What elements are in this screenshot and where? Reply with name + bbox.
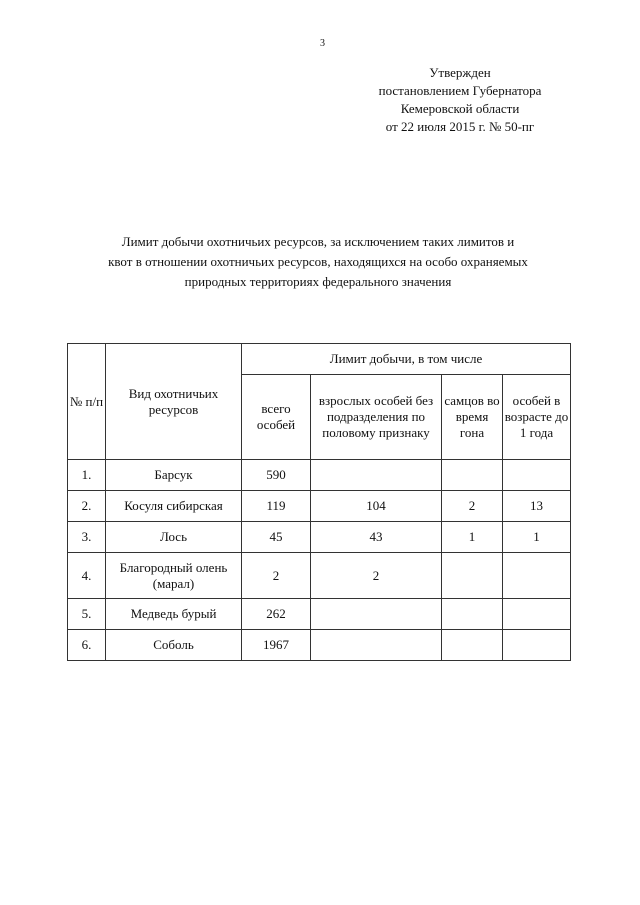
title-line-3: природных территориях федерального значения <box>184 274 452 289</box>
approval-line-1: Утвержден <box>429 65 491 80</box>
cell-males: 1 <box>442 522 503 553</box>
table-row <box>68 630 571 661</box>
cell-males <box>442 553 503 599</box>
cell-males <box>442 460 503 491</box>
header-adults: взрослых особей без подразделения по половому признаку <box>311 375 442 460</box>
table-row <box>68 553 571 599</box>
header-total: всего особей <box>242 375 311 460</box>
cell-num: 1. <box>68 460 106 491</box>
cell-males: 2 <box>442 491 503 522</box>
cell-young <box>503 599 571 630</box>
cell-species: Барсук <box>106 460 242 491</box>
limits-table <box>67 343 571 661</box>
table-row <box>68 599 571 630</box>
page-number: 3 <box>320 38 325 49</box>
cell-young <box>503 553 571 599</box>
cell-num: 5. <box>68 599 106 630</box>
cell-young: 13 <box>503 491 571 522</box>
cell-species: Соболь <box>106 630 242 661</box>
cell-young <box>503 460 571 491</box>
cell-num: 4. <box>68 553 106 599</box>
cell-adults: 43 <box>311 522 442 553</box>
cell-adults: 104 <box>311 491 442 522</box>
table-row <box>68 460 571 491</box>
header-young: особей в возрасте до 1 года <box>503 375 571 460</box>
header-num: № п/п <box>68 344 106 460</box>
cell-young: 1 <box>503 522 571 553</box>
approval-line-3: Кемеровской области <box>400 101 520 116</box>
header-males: самцов во время гона <box>442 375 503 460</box>
cell-species: Медведь бурый <box>106 599 242 630</box>
cell-species: Лось <box>106 522 242 553</box>
approval-line-2: постановлением Губернатора <box>378 83 542 98</box>
header-limit-group: Лимит добычи, в том числе <box>242 344 571 375</box>
cell-num: 2. <box>68 491 106 522</box>
cell-num: 6. <box>68 630 106 661</box>
cell-num: 3. <box>68 522 106 553</box>
cell-males <box>442 599 503 630</box>
title-line-1: Лимит добычи охотничьих ресурсов, за исключением таких лимитов и <box>121 234 515 249</box>
title-line-2: квот в отношении охотничьих ресурсов, находящихся на особо охраняемых <box>108 254 528 269</box>
cell-total: 119 <box>242 491 311 522</box>
cell-total: 2 <box>242 553 311 599</box>
approval-stamp <box>360 64 560 136</box>
cell-species: Благородный олень (марал) <box>106 553 242 599</box>
document-title <box>60 232 576 292</box>
header-species: Вид охотничьих ресурсов <box>106 344 242 460</box>
cell-species: Косуля сибирская <box>106 491 242 522</box>
table-row <box>68 522 571 553</box>
cell-adults <box>311 599 442 630</box>
cell-total: 1967 <box>242 630 311 661</box>
cell-total: 262 <box>242 599 311 630</box>
approval-line-4: от 22 июля 2015 г. № 50-пг <box>385 119 535 134</box>
cell-young <box>503 630 571 661</box>
table-header-row <box>68 344 571 375</box>
cell-adults <box>311 630 442 661</box>
table-row <box>68 491 571 522</box>
cell-males <box>442 630 503 661</box>
cell-total: 590 <box>242 460 311 491</box>
cell-adults <box>311 460 442 491</box>
cell-total: 45 <box>242 522 311 553</box>
cell-adults: 2 <box>311 553 442 599</box>
